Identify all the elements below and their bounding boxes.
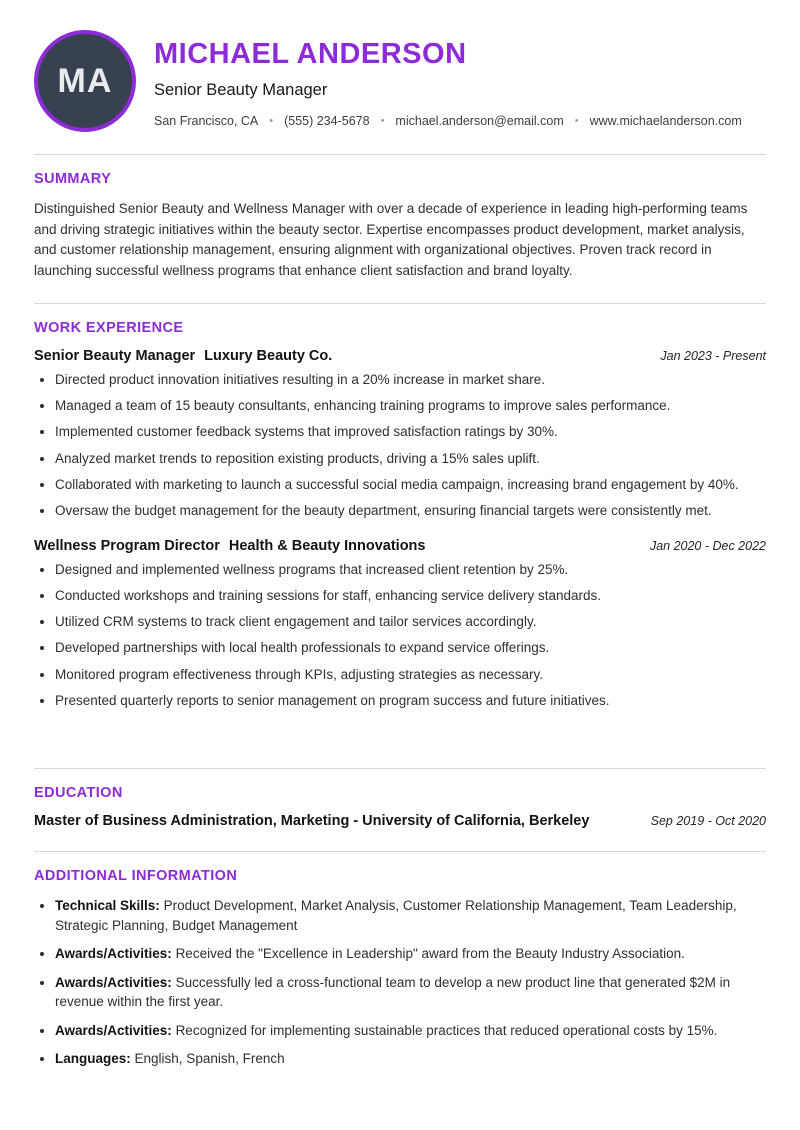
job-title-line (34, 538, 425, 554)
job-dates: Jan 2023 - Present (660, 349, 766, 364)
summary-heading: SUMMARY (34, 171, 112, 187)
additional-item-label: Awards/Activities: (55, 946, 172, 962)
education-entry (34, 813, 766, 829)
job-bullet: • Developed partnerships with local health professionals to expand service offerings. (55, 638, 766, 657)
section-divider (34, 768, 766, 769)
additional-item-label: Awards/Activities: (55, 974, 172, 990)
candidate-title: Senior Beauty Manager (154, 81, 328, 99)
additional-item (55, 944, 766, 964)
additional-item-label: Languages: (55, 1051, 131, 1067)
dot-separator: • (269, 115, 274, 127)
job-bullet-list (34, 560, 766, 710)
dot-separator: • (380, 115, 385, 127)
job-title: Wellness Program Director (34, 538, 220, 554)
additional-item-text: Received the "Excellence in Leadership" award from the Beauty Industry Association. (175, 946, 685, 962)
additional-item-text: English, Spanish, French (134, 1051, 285, 1067)
section-additional-information (34, 851, 766, 1069)
summary-text: Distinguished Senior Beauty and Wellness Manager with over a decade of experience in leading high-performing teams and driving strategic initiatives within the beauty sector. Expertise encompasses product development, market analysis, and customer relationship management, ensuring alignment with organizational objectives. Proven track record in launching successful wellness programs that enhance client satisfaction and brand loyalty. (34, 201, 748, 278)
section-summary (34, 154, 766, 281)
avatar (34, 30, 136, 132)
contact-phone: (555) 234-5678 (284, 114, 370, 128)
job-bullet-list (34, 370, 766, 520)
section-divider (34, 303, 766, 304)
section-education (34, 768, 766, 829)
job-entry (34, 348, 766, 520)
additional-information-heading: ADDITIONAL INFORMATION (34, 867, 238, 884)
education-dates: Sep 2019 - Oct 2020 (650, 813, 766, 828)
job-bullet: • Utilized CRM systems to track client engagement and tailor services accordingly. (55, 612, 766, 631)
section-work-experience (34, 303, 766, 710)
additional-item-label: Technical Skills: (55, 897, 160, 913)
section-spacer (34, 728, 766, 746)
resume-header (34, 30, 766, 132)
job-bullet: • Implemented customer feedback systems that improved satisfaction ratings by 30%. (55, 422, 766, 441)
contact-row (154, 114, 742, 128)
job-entry (34, 538, 766, 710)
job-bullet: • Analyzed market trends to reposition existing products, driving a 15% sales uplift. (55, 449, 766, 468)
additional-list (34, 896, 766, 1069)
job-bullet: • Monitored program effectiveness through KPIs, adjusting strategies as necessary. (55, 665, 766, 684)
job-bullet: • Oversaw the budget management for the beauty department, ensuring financial targets were consistently met. (55, 501, 766, 520)
job-entry-header (34, 538, 766, 554)
job-bullet: • Managed a team of 15 beauty consultants, enhancing training programs to improve sales performance. (55, 396, 766, 415)
additional-item (55, 1049, 766, 1069)
job-bullet: • Conducted workshops and training sessions for staff, enhancing service delivery standards. (55, 586, 766, 605)
job-entry-header (34, 348, 766, 364)
job-bullet: • Directed product innovation initiatives resulting in a 20% increase in market share. (55, 370, 766, 389)
additional-item (55, 1021, 766, 1041)
additional-item-text: Product Development, Market Analysis, Customer Relationship Management, Team Leadership, Strategic Planning, Budget Management (55, 897, 737, 933)
job-bullet: • Designed and implemented wellness programs that increased client retention by 25%. (55, 560, 766, 579)
candidate-name: MICHAEL ANDERSON (154, 38, 467, 70)
additional-item (55, 896, 766, 935)
education-heading: EDUCATION (34, 784, 123, 801)
work-experience-heading: WORK EXPERIENCE (34, 320, 184, 337)
section-divider (34, 851, 766, 852)
job-company: Luxury Beauty Co. (204, 348, 333, 365)
contact-location: San Francisco, CA (154, 114, 259, 128)
job-title-line (34, 348, 332, 364)
additional-item-text: Successfully led a cross-functional team to develop a new product line that generated $2M in revenue within the first year. (55, 974, 731, 1010)
job-bullet: • Presented quarterly reports to senior management on program success and future initiatives. (55, 691, 766, 710)
additional-item-label: Awards/Activities: (55, 1022, 172, 1038)
avatar-initials: MA (57, 61, 113, 100)
job-company: Health & Beauty Innovations (228, 538, 426, 554)
additional-item-text: Recognized for implementing sustainable practices that reduced operational costs by 15%. (175, 1022, 718, 1038)
section-divider (34, 154, 766, 155)
education-degree: Master of Business Administration, Marketing - University of California, Berkeley (34, 812, 590, 829)
header-info (154, 34, 742, 128)
contact-email: michael.anderson@email.com (395, 114, 564, 128)
dot-separator: • (574, 115, 579, 127)
job-dates: Jan 2020 - Dec 2022 (649, 539, 766, 553)
job-title: Senior Beauty Manager (34, 348, 196, 365)
contact-website: www.michaelanderson.com (589, 114, 742, 128)
job-bullet: • Collaborated with marketing to launch a successful social media campaign, increasing brand engagement by 40%. (55, 475, 766, 494)
additional-item (55, 973, 766, 1012)
